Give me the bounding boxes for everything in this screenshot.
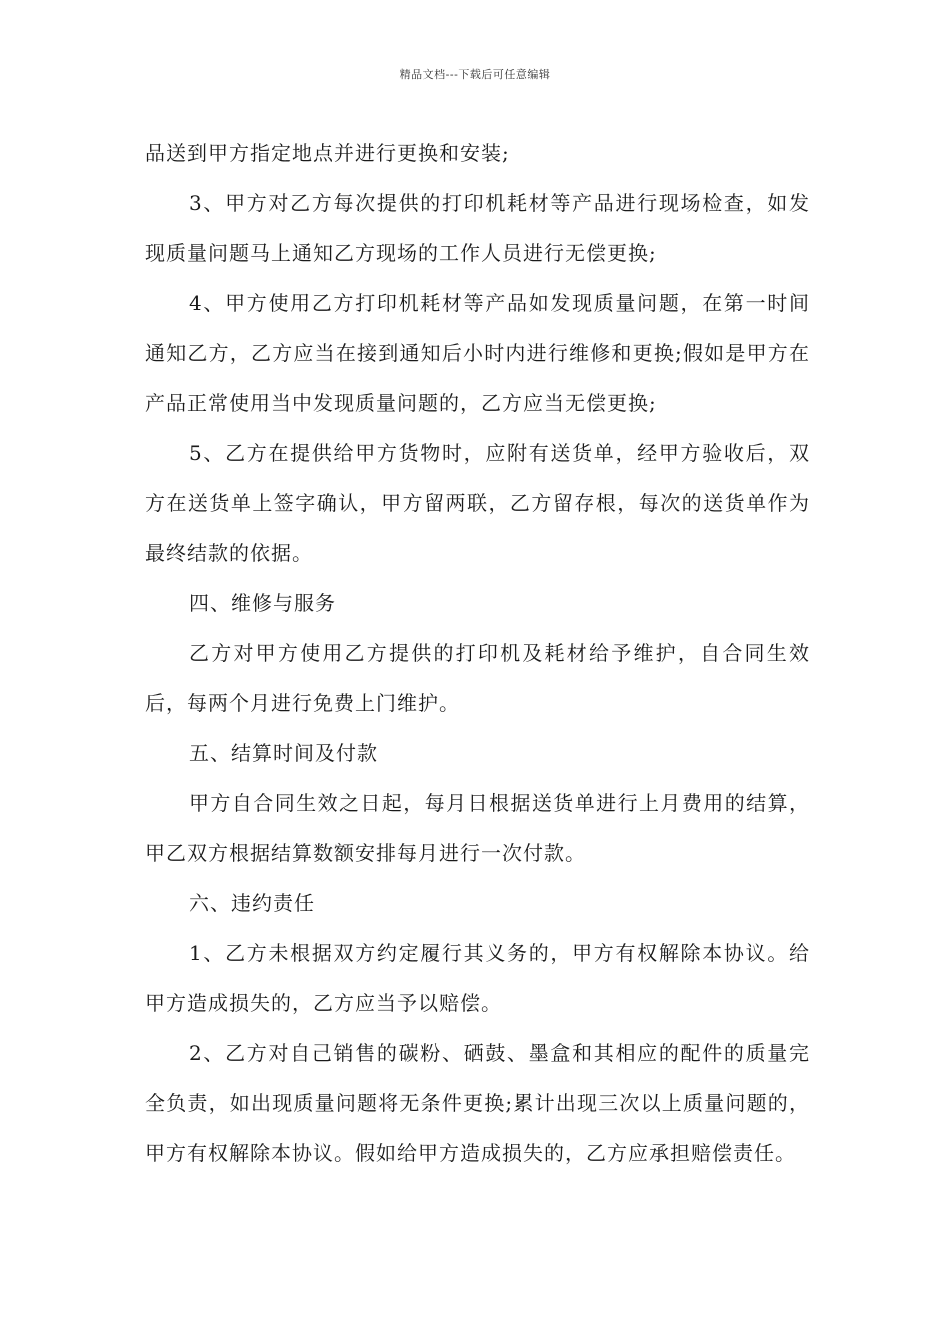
paragraph-maintenance: 乙方对甲方使用乙方提供的打印机及耗材给予维护，自合同生效后，每两个月进行免费上门维护。: [145, 641, 810, 715]
paragraph-item-3: 3、甲方对乙方每次提供的打印机耗材等产品进行现场检查，如发现质量问题马上通知乙方现场的工作人员进行无偿更换;: [145, 191, 810, 265]
paragraph-settlement: 甲方自合同生效之日起，每月日根据送货单进行上月费用的结算，甲乙双方根据结算数额安排每月进行一次付款。: [145, 791, 810, 865]
section-heading-liability: 六、违约责任: [189, 891, 315, 915]
page-header: 精品文档---下载后可任意编辑: [399, 68, 551, 81]
paragraph-item-5: 5、乙方在提供给甲方货物时，应附有送货单，经甲方验收后，双方在送货单上签字确认，甲方留两联，乙方留存根，每次的送货单作为最终结款的依据。: [145, 441, 810, 565]
paragraph-continuation: 品送到甲方指定地点并进行更换和安装;: [145, 141, 510, 165]
paragraph-liability-2: 2、乙方对自己销售的碳粉、硒鼓、墨盒和其相应的配件的质量完全负责，如出现质量问题将无条件更换;累计出现三次以上质量问题的，甲方有权解除本协议。假如给甲方造成损失的，乙方应承担赔偿责任。: [145, 1041, 810, 1165]
paragraph-item-4: 4、甲方使用乙方打印机耗材等产品如发现质量问题，在第一时间通知乙方，乙方应当在接到通知后小时内进行维修和更换;假如是甲方在产品正常使用当中发现质量问题的，乙方应当无偿更换;: [145, 291, 810, 415]
section-heading-maintenance: 四、维修与服务: [189, 591, 336, 615]
paragraph-liability-1: 1、乙方未根据双方约定履行其义务的，甲方有权解除本协议。给甲方造成损失的，乙方应当予以赔偿。: [145, 941, 810, 1015]
section-heading-settlement: 五、结算时间及付款: [189, 741, 378, 765]
document-body: [145, 128, 810, 1178]
